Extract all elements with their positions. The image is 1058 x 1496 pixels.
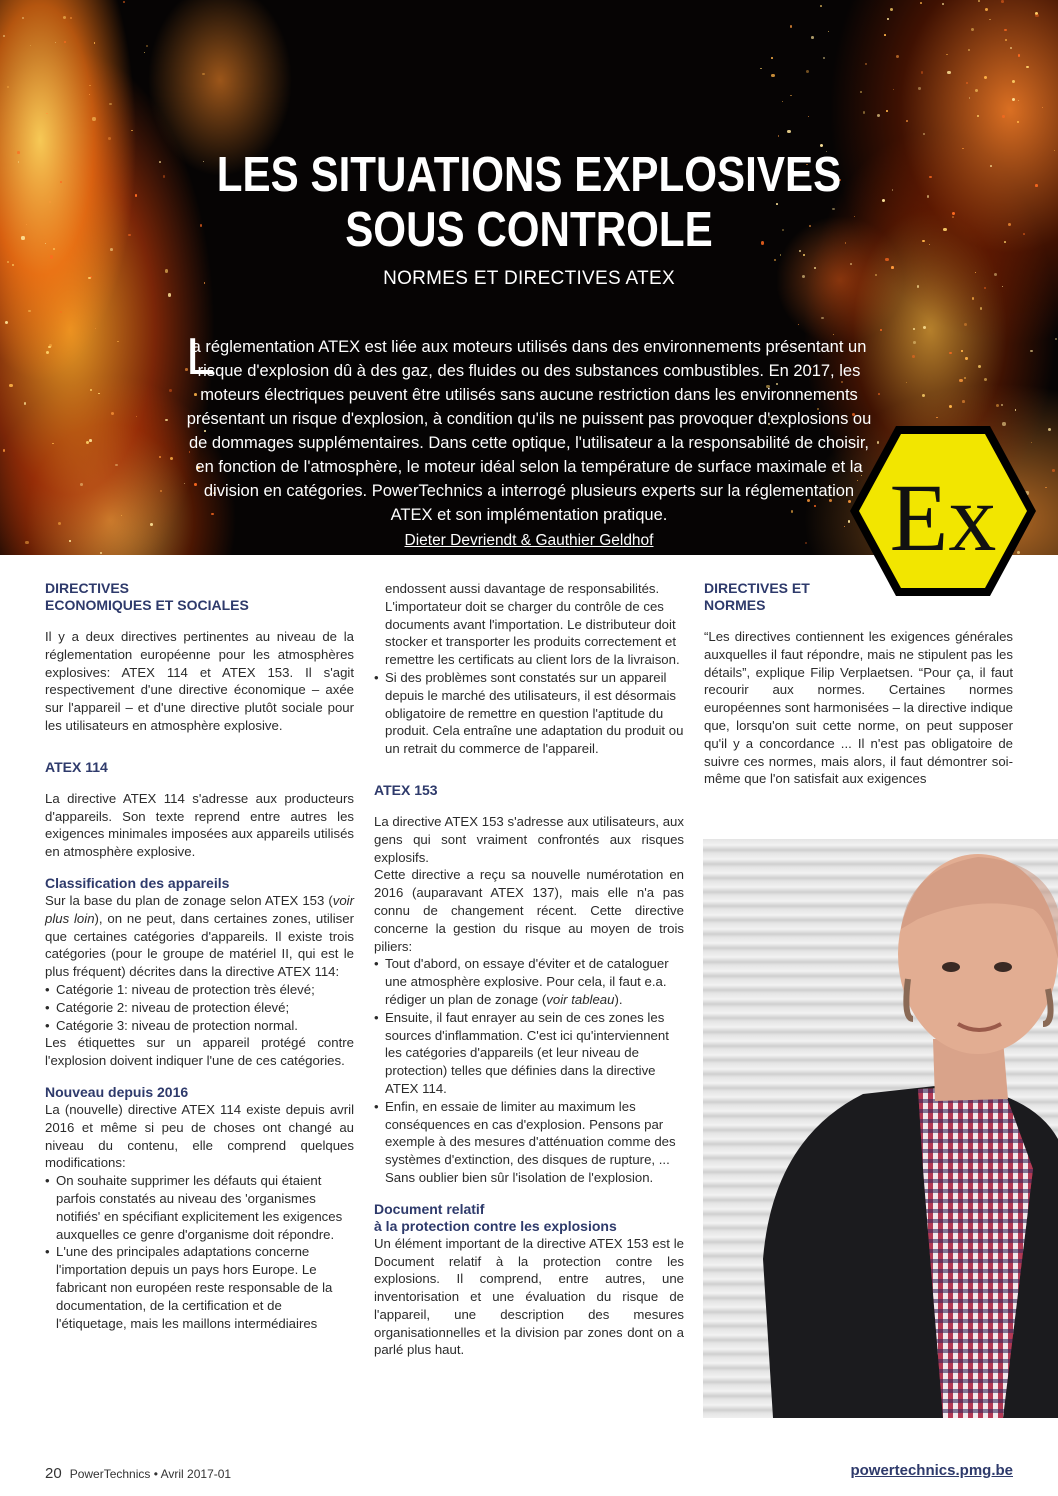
spark xyxy=(1004,241,1006,243)
title-line-1: LES SITUATIONS EXPLOSIVES xyxy=(216,148,842,202)
spark xyxy=(913,341,916,344)
spark xyxy=(168,293,171,296)
spark xyxy=(89,439,92,442)
heading-line: ECONOMIQUES ET SOCIALES xyxy=(45,597,249,613)
spark xyxy=(936,417,937,418)
spark xyxy=(885,258,888,261)
spark xyxy=(965,357,967,359)
spark xyxy=(1004,29,1006,31)
spark xyxy=(12,264,14,266)
spark xyxy=(959,379,962,382)
spark xyxy=(22,17,24,19)
spark xyxy=(144,52,145,53)
spark xyxy=(108,137,111,140)
author-byline: Dieter Devriendt & Gauthier Geldhof xyxy=(404,532,654,549)
spark xyxy=(966,82,968,84)
spark xyxy=(159,456,161,458)
spark xyxy=(971,28,974,31)
spark xyxy=(978,365,981,368)
spark xyxy=(80,483,83,486)
spark xyxy=(24,402,27,405)
section-heading-normes xyxy=(704,580,1013,614)
spark xyxy=(1001,404,1003,406)
spark xyxy=(52,443,53,444)
heading-line: NORMES xyxy=(704,597,766,613)
spark xyxy=(109,103,111,105)
spark xyxy=(808,116,809,117)
spark xyxy=(913,328,915,330)
text-run: Sur la base du plan de zonage selon ATEX 153 ( xyxy=(45,892,333,908)
spark xyxy=(821,317,823,319)
spark xyxy=(1012,98,1015,101)
spark xyxy=(90,389,92,391)
spark xyxy=(923,326,926,329)
page-number: 20 xyxy=(45,1465,62,1482)
spark xyxy=(990,165,992,167)
spark xyxy=(1005,39,1008,42)
text-run: ). xyxy=(614,991,623,1007)
spark xyxy=(70,17,72,19)
spark xyxy=(123,1,125,3)
spark xyxy=(964,377,967,380)
spark xyxy=(985,8,988,11)
spark xyxy=(860,91,862,93)
spark xyxy=(774,259,776,261)
spark xyxy=(26,224,27,225)
spark xyxy=(1017,121,1018,122)
spark xyxy=(115,464,118,467)
spark xyxy=(912,355,915,358)
article-subtitle: NORMES ET DIRECTIVES ATEX xyxy=(383,268,675,289)
spark xyxy=(896,55,899,58)
spark xyxy=(49,201,52,204)
section-heading-atex153: ATEX 153 xyxy=(374,781,438,798)
spark xyxy=(969,97,970,98)
spark xyxy=(1054,150,1055,151)
spark xyxy=(63,16,66,19)
spark xyxy=(1023,233,1025,235)
spark xyxy=(1026,66,1028,68)
paragraph: La (nouvelle) directive ATEX 114 existe depuis avril 2016 et même si peu de choses ont changé au niveau du contenu, elle comprend quelques modifications: xyxy=(45,1101,354,1171)
heading-line: Document relatif xyxy=(374,1200,485,1217)
left-eye xyxy=(942,962,960,972)
heading-line: DIRECTIVES ET xyxy=(704,580,810,596)
section-heading-atex114: ATEX 114 xyxy=(45,758,108,775)
spark xyxy=(1035,14,1038,17)
expert-portrait-photo xyxy=(703,839,1058,1418)
column-2 xyxy=(374,580,684,1359)
publication-name: PowerTechnics • Avril 2017-01 xyxy=(69,1467,232,1481)
bullet-item: • Si des problèmes sont constatés sur un appareil depuis le marché des utilisateurs, il est désormais obligatoire de remettre en question l'aptitude du produit. Cela entraîne une adaptation du produit ou un retrait du commerce de l'appareil. xyxy=(374,669,684,758)
spark xyxy=(828,31,829,32)
spark xyxy=(850,263,852,265)
spark xyxy=(28,310,30,312)
spark xyxy=(1001,0,1004,3)
spark xyxy=(978,0,980,2)
spark xyxy=(890,8,893,11)
spark xyxy=(60,311,62,313)
spark xyxy=(977,115,979,117)
spark xyxy=(170,457,173,460)
spark xyxy=(975,89,978,92)
bullet-item: • L'une des principales adaptations concerne l'importation depuis un pays hors Europe. Le fabricant non européen reste responsable de la documentation, de la certification et de l'étiquetage, mais les maillons intermédiaires xyxy=(45,1243,354,1332)
spark xyxy=(1008,223,1011,226)
bullet-item xyxy=(374,955,684,1008)
spark xyxy=(21,236,24,239)
spark xyxy=(787,130,790,133)
column-3 xyxy=(704,580,1013,788)
spark xyxy=(918,87,920,89)
spark xyxy=(117,341,119,343)
spark xyxy=(886,110,888,112)
portrait-illustration xyxy=(703,839,1058,1418)
italic-reference: voir tableau xyxy=(546,991,615,1007)
heading-line: DIRECTIVES xyxy=(45,580,130,596)
paragraph: Il y a deux directives pertinentes au niveau de la réglementation européenne pour les atmosphères explosives: ATEX 114 et ATEX 153. Il s'agit respectivement d'une directive économique – axée sur l'appareil – et d'une directive plutôt sociale pour les utilisateurs en atmosphère explosive. xyxy=(45,629,354,733)
spark xyxy=(782,101,783,102)
spark xyxy=(1030,350,1033,353)
paragraph: Un élément important de la directive ATEX 153 est le Document relatif à la protection contre les explosions. Il comprend, entre autres, une inventorisation et une évaluation du risque de l'appareil, une description des mesures organisationnelles et la division par zones dont on a parlé plus haut. xyxy=(374,1235,684,1358)
heading-line: à la protection contre les explosions xyxy=(374,1217,617,1234)
paragraph: Cette directive a reçu sa nouvelle numérotation en 2016 (auparavant ATEX 137), mais elle n'a pas connu de changement récent. Cette directive concerne la gestion du risque au moyen de trois piliers: xyxy=(374,867,684,954)
spark xyxy=(760,68,761,69)
spark xyxy=(131,130,133,132)
article-title xyxy=(74,148,984,258)
bullet-item: • Catégorie 2: niveau de protection élevé; xyxy=(45,999,354,1017)
bullet-item: • Catégorie 3: niveau de protection normal. xyxy=(45,1017,354,1035)
spark xyxy=(7,261,9,263)
spark xyxy=(17,151,20,154)
spark xyxy=(136,416,137,417)
spark xyxy=(100,552,102,554)
intro-dropcap: L xyxy=(186,328,215,386)
spark xyxy=(50,255,53,258)
spark xyxy=(811,36,814,39)
spark xyxy=(58,522,61,525)
spark xyxy=(771,74,774,77)
spark xyxy=(984,378,987,381)
right-eye xyxy=(994,962,1012,972)
spark xyxy=(55,42,56,43)
spark xyxy=(98,393,100,395)
column-1 xyxy=(45,580,354,1332)
spark xyxy=(165,419,167,421)
spark xyxy=(972,297,974,299)
spark xyxy=(996,404,999,407)
paragraph: La directive ATEX 114 s'adresse aux producteurs d'appareils. Son texte reprend entre autres les exigences minimales imposées aux appareils utilisés en atmosphère explosive. xyxy=(45,790,354,860)
spark xyxy=(923,133,925,135)
spark xyxy=(53,248,55,250)
atex-ex-badge xyxy=(848,422,1038,600)
italic-reference: voir plus loin xyxy=(45,892,354,926)
paragraph-quote: “Les directives contiennent les exigences générales auxquelles il faut répondre, mais ne stipulent pas les détails”, explique Filip Verplaetsen. “Pour ça, il faut recourir aux normes. Certaines normes européennes sont harmonisées – la directive indique que, lorsqu'on suit cette norme, on peut supposer qu'il y a concordance ... Il n'est pas obligatoire de suivre ces normes, mais alors, il faut démontrer soi-même que l'on satisfait aux exigences xyxy=(704,629,1013,787)
text-run: ), on ne peut, dans certaines zones, utiliser que certaines catégories d'appareils. Il existe trois catégories (pour le groupe de matériel II, qui est le plus fréquent) décrites dans la directive ATEX 114: xyxy=(45,910,354,980)
spark xyxy=(3,35,5,37)
subheading-classification: Classification des appareils xyxy=(45,874,230,891)
spark xyxy=(906,120,908,122)
spark xyxy=(1012,80,1015,83)
bullet-item: • Ensuite, il faut enrayer au sein de ces zones les sources d'inflammation. C'est ici qu'interviennent les catégories d'appareils (et leur niveau de protection) telles que définies dans la directive ATEX 114. xyxy=(374,1009,684,1098)
spark xyxy=(790,95,791,96)
spark xyxy=(89,94,90,95)
spark xyxy=(863,111,866,114)
spark xyxy=(968,49,970,51)
spark xyxy=(942,3,944,5)
spark xyxy=(160,490,162,492)
spark xyxy=(64,41,66,43)
paragraph-classification xyxy=(45,892,354,981)
spark xyxy=(962,400,965,403)
spark xyxy=(60,181,62,183)
spark xyxy=(89,85,90,86)
badge-text: Ex xyxy=(889,464,997,571)
spark xyxy=(7,86,9,88)
spark xyxy=(820,5,822,7)
intro-paragraph: a réglementation ATEX est liée aux moteurs utilisés dans des environnements présentant un risque d'explosion dû à des gaz, des fluides ou des substances combustibles. En 2017, les moteurs électriques peuvent être utilisés sans aucune restriction dans les environnements présentant un risque d'explosion, à condition qu'ils ne puissent pas provoquer d'explosions ou de dommages supplémentaires. Dans cette optique, l'utilisateur a la responsabilité de choisir, en fonction de l'atmosphère, le moteur idéal selon la température de surface maximale et la division en catégories. PowerTechnics a interrogé plusieurs experts sur la réglementation ATEX et son implémentation pratique. xyxy=(186,338,872,524)
spark xyxy=(878,393,880,395)
spark xyxy=(906,382,908,384)
spark xyxy=(946,54,948,56)
spark xyxy=(1052,469,1055,472)
spark xyxy=(1035,184,1038,187)
footer-page-info xyxy=(45,1465,231,1482)
bullet-item: • On souhaite supprimer les défauts qui étaient parfois constatés au niveau des 'organismes notifiés' en spécifiant explicitement les exigences auxquelles ce genre d'organisme doit répondre. xyxy=(45,1172,354,1243)
spark xyxy=(146,45,148,47)
spark xyxy=(1015,409,1017,411)
spark xyxy=(880,329,882,331)
spark xyxy=(949,405,952,408)
spark xyxy=(1042,107,1043,108)
spark xyxy=(1055,338,1057,340)
paragraph: La directive ATEX 153 s'adresse aux utilisateurs, aux gens qui sont vraiment confrontés aux risques explosifs. xyxy=(374,813,684,865)
spark xyxy=(884,34,886,36)
bullet-item: • Catégorie 1: niveau de protection très élevé; xyxy=(45,981,354,999)
spark xyxy=(1002,115,1004,117)
subheading-document xyxy=(374,1201,684,1235)
spark xyxy=(771,57,773,59)
continued-bullet-text: endossent aussi davantage de responsabilités. L'importateur doit se charger du contrôle de ces documents avant l'importation. Le distributeur doit stocker et transporter les produits correctement et remettre les certificats au client lors de la livraison. xyxy=(385,581,680,668)
bullet-item: • Enfin, en essaie de limiter au maximum les conséquences en cas d'explosion. Pensons par exemple à des mesures d'atténuation comme des systèmes d'extinction, des disques de rupture, ... Sans oublier bien sûr l'isolation de l'explosion. xyxy=(374,1098,684,1187)
spark xyxy=(984,76,987,79)
spark xyxy=(1010,47,1012,49)
spark xyxy=(961,350,962,351)
spark xyxy=(46,113,48,115)
spark xyxy=(9,384,12,387)
spark xyxy=(3,449,6,452)
spark xyxy=(865,63,866,64)
spark xyxy=(46,351,49,354)
spark xyxy=(1018,100,1020,102)
title-line-2: SOUS CONTROLE xyxy=(345,203,713,257)
spark xyxy=(823,57,825,59)
spark xyxy=(111,412,114,415)
spark xyxy=(820,144,823,147)
spark xyxy=(121,515,122,516)
spark xyxy=(5,321,8,324)
website-link[interactable]: powertechnics.pmg.be xyxy=(850,1462,1013,1479)
paragraph: Les étiquettes sur un appareil protégé contre l'explosion doivent indiquer l'une de ces catégories. xyxy=(45,1035,354,1069)
spark xyxy=(964,323,967,326)
spark xyxy=(989,19,990,20)
subheading-nouveau: Nouveau depuis 2016 xyxy=(45,1083,189,1100)
spark xyxy=(92,117,95,120)
spark xyxy=(798,324,800,326)
spark xyxy=(45,243,46,244)
spark xyxy=(202,73,205,76)
spark xyxy=(790,25,793,28)
section-heading-directives xyxy=(45,580,354,614)
spark xyxy=(1048,428,1051,431)
spark xyxy=(806,70,809,73)
spark xyxy=(877,114,880,117)
spark xyxy=(980,307,983,310)
spark xyxy=(920,2,922,4)
spark xyxy=(94,42,95,43)
spark xyxy=(48,346,51,349)
text-run: Tout d'abord, on essaye d'éviter et de cataloguer une atmosphère explosive. Pour cela, il faut e.a. rédiger un plan de zonage ( xyxy=(385,956,669,1007)
spark xyxy=(921,71,923,73)
spark xyxy=(922,394,925,397)
spark xyxy=(887,18,888,19)
spark xyxy=(947,71,950,74)
spark xyxy=(18,161,19,162)
spark xyxy=(95,328,96,329)
spark xyxy=(1018,54,1020,56)
spark xyxy=(169,389,172,392)
spark xyxy=(30,45,31,46)
spark xyxy=(893,89,894,90)
spark xyxy=(778,135,779,136)
spark xyxy=(1045,487,1046,488)
spark xyxy=(150,523,153,526)
spark xyxy=(949,352,951,354)
